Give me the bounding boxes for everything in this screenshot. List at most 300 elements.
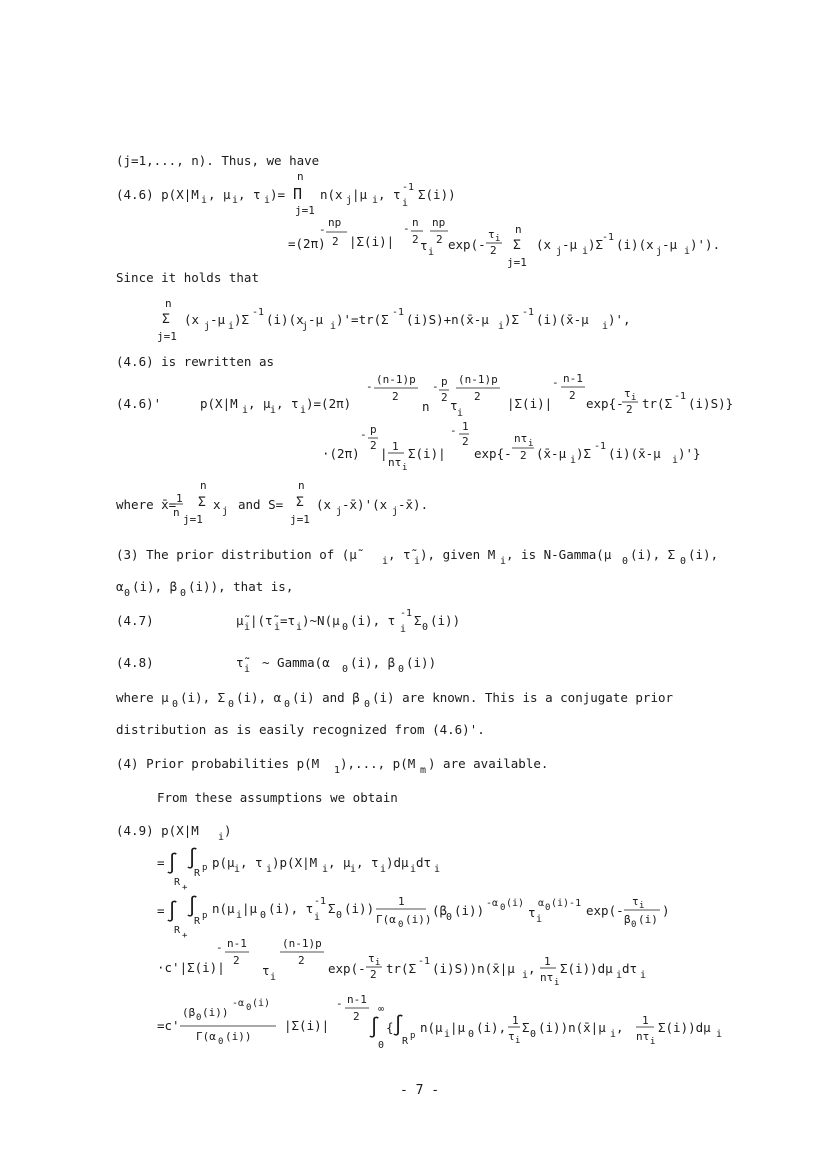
svg-text:i: i [244,622,251,633]
svg-text:i: i [495,234,501,244]
svg-text:-1: -1 [252,307,265,318]
svg-text:|Σ(i)|: |Σ(i)| [349,234,395,249]
svg-text:(i) are known. This is a conj: (i) are known. This is a conjugate prior [372,690,674,705]
svg-text:|μ: |μ [450,1020,466,1035]
svg-text:i: i [322,864,329,875]
svg-text:τ: τ [508,1030,515,1043]
svg-text:, τ: , τ [240,855,263,870]
svg-text:-: - [403,222,410,235]
svg-text:i: i [296,622,303,633]
svg-text:2: 2 [441,391,448,404]
svg-text:) are available.: ) are available. [428,756,549,771]
svg-text:(i))n(x̄|μ: (i))n(x̄|μ [538,1020,606,1035]
svg-text:-: - [450,424,457,437]
svg-text:|μ: |μ [352,187,368,202]
svg-text:(i), Σ: (i), Σ [630,547,676,562]
svg-text:p: p [410,1031,416,1041]
svg-text:(n-1)p: (n-1)p [376,373,416,386]
svg-text:(i)(x: (i)(x [266,312,304,327]
svg-text:)').: )'). [690,237,721,252]
svg-text:(i), τ: (i), τ [350,613,396,628]
svg-text:i: i [300,405,307,416]
svg-text:(i) and β: (i) and β [292,690,360,705]
svg-text:(i)S))n(x̄|μ: (i)S))n(x̄|μ [432,961,515,976]
svg-text:=c': =c' [157,1018,180,1033]
svg-text:2: 2 [520,449,527,462]
svg-text:1: 1 [398,895,405,908]
svg-text:)'=tr(Σ: )'=tr(Σ [336,312,389,327]
svg-text:n: n [165,297,172,310]
svg-text:0: 0 [622,556,629,567]
svg-text:Σ(i)|: Σ(i)| [408,446,446,461]
svg-text:-: - [336,997,343,1010]
equation-4-8 [116,655,436,675]
svg-text:∫: ∫ [166,899,179,923]
svg-text:-: - [552,376,559,389]
svg-text:∫: ∫ [186,894,199,918]
svg-text:=(2π): =(2π) [288,236,326,251]
assumption-4 [116,756,548,776]
svg-text:n: n [422,399,430,414]
svg-text:j: j [302,321,309,332]
svg-text:1: 1 [544,955,551,968]
svg-text:0: 0 [246,1003,252,1013]
svg-text:, μ: , μ [208,187,231,202]
svg-text:0: 0 [180,588,187,599]
svg-text:R: R [194,868,201,879]
svg-text:i: i [314,912,321,923]
svg-text:(i),: (i), [476,1020,507,1035]
svg-text:n(μ: n(μ [212,901,235,916]
svg-text:Γ(α: Γ(α [196,1030,216,1043]
svg-text:1: 1 [512,1014,519,1027]
svg-text:-μ: -μ [308,312,324,327]
svg-text:(i)): (i)) [405,913,432,926]
svg-text:(i)(x̄-μ: (i)(x̄-μ [608,446,661,461]
svg-text:i: i [410,864,417,875]
svg-text:j=1: j=1 [295,204,315,217]
svg-text:(i)(x: (i)(x [616,237,654,252]
paragraph-known [116,690,673,737]
svg-text:i: i [218,832,225,843]
svg-text:0: 0 [284,699,291,710]
svg-text:-: - [360,428,367,441]
svg-text:i: i [414,556,421,567]
svg-text:(i): (i) [252,998,271,1009]
svg-text:+: + [182,931,188,941]
svg-text:τ: τ [450,398,458,413]
svg-text:p(X|M: p(X|M [200,396,238,411]
svg-text:(i), β: (i), β [132,579,178,594]
svg-text:i: i [232,195,239,206]
svg-text:(4.6) p(X|M: (4.6) p(X|M [116,187,199,202]
svg-text:i: i [672,455,679,466]
svg-text:τ: τ [528,905,536,920]
svg-text:(i), τ: (i), τ [268,901,314,916]
equation-identity [157,297,631,343]
svg-text:n-1: n-1 [347,993,367,1006]
svg-text:): ) [224,823,232,838]
svg-text:i: i [602,321,609,332]
svg-text:(i), Σ: (i), Σ [180,690,226,705]
svg-text:, τ: , τ [356,855,379,870]
svg-text:j: j [392,506,399,517]
svg-text:0: 0 [342,664,349,675]
svg-text:i: i [444,1029,451,1040]
svg-text:0: 0 [172,699,179,710]
svg-text:=: = [157,903,165,918]
svg-text:(x: (x [184,312,200,327]
svg-text:(i)S)+n(x̄-μ: (i)S)+n(x̄-μ [406,312,489,327]
svg-text:i: i [434,864,441,875]
svg-text:i: i [201,195,208,206]
svg-text:Γ(α: Γ(α [376,913,396,926]
svg-text:(i)): (i)) [454,903,485,918]
svg-text:j=1: j=1 [183,513,203,526]
svg-text:i: i [274,622,281,633]
svg-text:0: 0 [124,588,131,599]
svg-text:nτ: nτ [636,1030,650,1043]
svg-text:0: 0 [545,903,551,913]
svg-text:R: R [174,925,181,936]
svg-text:i: i [498,321,505,332]
svg-text:i: i [716,1029,723,1040]
svg-text:0: 0 [378,1040,385,1051]
svg-text:)',: )', [608,312,631,327]
svg-text:where μ: where μ [116,690,169,705]
svg-text:j: j [222,506,229,517]
svg-text:n: n [412,216,419,229]
svg-text:, μ: , μ [328,855,351,870]
svg-text:Σ: Σ [296,495,304,510]
text-line: (j=1,..., n). Thus, we have [116,153,320,168]
svg-text:Σ(i)): Σ(i)) [418,187,456,202]
svg-text:tr(Σ: tr(Σ [642,396,673,411]
svg-text:)'}: )'} [678,446,701,461]
svg-text:i: i [570,455,577,466]
svg-text:(β: (β [182,1006,196,1019]
svg-text:,: , [616,1020,624,1035]
svg-text:(i)): (i)) [225,1030,252,1043]
svg-text:),..., p(M: ),..., p(M [340,756,416,771]
svg-text:np: np [432,216,446,229]
svg-text:(i)S)}: (i)S)} [688,396,734,411]
svg-text:(i): (i) [506,898,525,909]
svg-text:)Σ: )Σ [576,446,592,461]
svg-text:μ̃: μ̃ [236,613,244,628]
svg-text:(i), α: (i), α [236,690,282,705]
svg-text:exp(-: exp(- [448,237,486,252]
svg-text:i: i [457,408,464,419]
svg-text:nτ: nτ [514,432,528,445]
svg-text:Σ: Σ [513,238,521,253]
svg-text:R: R [174,877,181,888]
svg-text:dτ: dτ [622,961,638,976]
svg-text:i: i [640,970,647,981]
text-line: Since it holds that [116,270,259,285]
svg-text:np: np [328,216,342,229]
svg-text:distribution as is easily reco: distribution as is easily recognized from (4.6)'. [116,722,485,737]
svg-text:-x̄)'(x: -x̄)'(x [342,497,388,512]
svg-text:(i)): (i)) [406,655,437,670]
svg-text:nτ: nτ [540,971,554,984]
svg-text:i: i [242,405,249,416]
svg-text:n-1: n-1 [227,937,247,950]
svg-text:-α: -α [232,998,245,1009]
svg-text:-1: -1 [602,232,615,243]
svg-text:Σ: Σ [328,901,336,916]
svg-text:)dμ: )dμ [386,855,409,870]
svg-text:0: 0 [364,699,371,710]
svg-text:τ: τ [262,963,270,978]
svg-text:(i)): (i)) [202,1006,229,1019]
equation-4-9 [116,823,722,1051]
svg-text:τ: τ [624,387,631,400]
svg-text:-1: -1 [594,441,607,452]
svg-text:-: - [216,941,223,954]
svg-text:(i)-1: (i)-1 [551,898,582,909]
svg-text:(i)): (i)) [344,901,375,916]
svg-text:τ: τ [368,952,375,965]
svg-text:i: i [264,195,271,206]
svg-text:i: i [270,972,277,983]
svg-text:i: i [270,405,277,416]
svg-text:α: α [116,579,124,594]
svg-text:~ Gamma(α: ~ Gamma(α [262,655,330,670]
svg-text:j: j [656,246,663,257]
svg-text:-: - [366,380,373,393]
svg-text:i: i [402,198,409,209]
svg-text:i: i [639,901,645,911]
svg-text:i: i [266,864,273,875]
svg-text:0: 0 [398,920,404,930]
svg-text:2: 2 [490,244,497,257]
svg-text:i: i [402,463,408,473]
svg-text:dτ: dτ [416,855,432,870]
svg-text:-μ: -μ [210,312,226,327]
svg-text:(β: (β [432,903,448,918]
svg-text:0: 0 [680,556,687,567]
text-line: (4.6) is rewritten as [116,354,275,369]
svg-text:·(2π): ·(2π) [322,446,360,461]
svg-text:i: i [380,864,387,875]
svg-text:(4.8): (4.8) [116,655,154,670]
svg-text:2: 2 [392,390,399,403]
svg-text:0: 0 [398,664,405,675]
svg-text:∞: ∞ [378,1004,385,1015]
svg-text:(i), β: (i), β [350,655,396,670]
svg-text:): ) [662,903,670,918]
svg-text:p: p [370,423,377,436]
svg-text:i: i [631,393,637,403]
svg-text:j: j [204,321,211,332]
svg-text:τ̃: τ̃ [236,655,244,670]
svg-text:τ: τ [632,895,639,908]
page-number: - 7 - [400,1083,440,1098]
svg-text:2: 2 [298,954,305,967]
equation-4-6-prime [116,372,733,473]
svg-text:Π: Π [293,185,303,203]
svg-text:i: i [244,664,251,675]
svg-text:nτ: nτ [388,456,402,469]
svg-text:i: i [616,970,623,981]
svg-text:i: i [350,864,357,875]
svg-text:, is N-Gamma(μ: , is N-Gamma(μ [506,547,612,562]
svg-text:2: 2 [569,389,576,402]
svg-text:-α: -α [486,898,499,909]
svg-text:,: , [528,961,536,976]
svg-text:and S=: and S= [238,497,284,512]
svg-text:)Σ: )Σ [234,312,250,327]
svg-text:i: i [650,1037,656,1047]
svg-text:Σ: Σ [414,613,422,628]
svg-text:j=1: j=1 [507,256,527,269]
svg-text:), given M: ), given M [420,547,496,562]
svg-text:2: 2 [462,435,469,448]
svg-text:n: n [298,479,305,492]
svg-text:, τ: , τ [276,396,299,411]
svg-text:-μ: -μ [562,237,578,252]
svg-text:(4.7): (4.7) [116,613,154,628]
svg-text:0: 0 [530,1029,537,1040]
svg-text:-1: -1 [418,956,431,967]
svg-text:tr(Σ: tr(Σ [386,961,417,976]
svg-text:(x: (x [536,237,552,252]
svg-text:·c'|Σ(i)|: ·c'|Σ(i)| [157,960,225,975]
svg-text:n(x: n(x [320,187,343,202]
svg-text:(i)), that is,: (i)), that is, [188,579,294,594]
svg-text:p: p [202,863,208,873]
svg-text:|: | [380,446,388,461]
svg-text:|(τ̃: |(τ̃ [250,613,273,628]
svg-text:=τ: =τ [280,613,296,628]
svg-text:j: j [346,195,353,206]
svg-text:∫: ∫ [186,846,199,870]
svg-text:2: 2 [353,1010,360,1023]
svg-text:, τ: , τ [378,187,401,202]
svg-text:2: 2 [370,968,377,981]
svg-text:2: 2 [370,439,377,452]
svg-text:exp{-: exp{- [586,396,624,411]
svg-text:n(μ: n(μ [420,1020,443,1035]
svg-text:1: 1 [392,440,399,453]
svg-text:(i),: (i), [688,547,719,562]
svg-text:p(μ: p(μ [212,855,235,870]
svg-text:exp{-: exp{- [474,446,512,461]
svg-text:-1: -1 [400,608,413,619]
svg-text:i: i [522,970,529,981]
svg-text:2: 2 [626,403,633,416]
svg-text:i: i [582,246,589,257]
svg-text:exp(-: exp(- [328,961,366,976]
svg-text:Σ: Σ [162,312,170,327]
svg-text:τ: τ [488,228,495,241]
svg-text:)=: )= [270,187,286,202]
svg-text:(4) Prior probabilities p(M: (4) Prior probabilities p(M [116,756,320,771]
svg-text:1: 1 [642,1014,649,1027]
svg-text:0: 0 [218,1037,224,1047]
svg-text:j=1: j=1 [157,330,177,343]
svg-text:=: = [157,855,165,870]
svg-text:-1: -1 [392,307,405,318]
svg-text:2: 2 [332,235,339,248]
svg-text:(n-1)p: (n-1)p [458,373,498,386]
svg-text:|Σ(i)|: |Σ(i)| [507,396,553,411]
svg-text:i: i [528,439,534,449]
svg-text:i: i [228,321,235,332]
svg-text:0: 0 [422,622,429,633]
svg-text:i: i [500,556,507,567]
svg-text:n: n [173,506,180,519]
svg-text:j=1: j=1 [290,513,310,526]
svg-text:-μ: -μ [662,237,678,252]
svg-text:|μ: |μ [242,901,258,916]
svg-text:(x̄-μ: (x̄-μ [536,446,567,461]
svg-text:, μ: , μ [248,396,271,411]
svg-text:, τ̃: , τ̃ [388,547,411,562]
svg-text:m: m [420,765,427,776]
svg-text:2: 2 [233,954,240,967]
svg-text:i: i [515,1036,521,1046]
svg-text:0: 0 [342,622,349,633]
svg-text:n-1: n-1 [563,372,583,385]
svg-text:(x: (x [316,497,332,512]
svg-text:|Σ(i)|: |Σ(i)| [284,1018,330,1033]
svg-text:i: i [554,978,560,988]
definition-xbar-S [116,479,428,526]
svg-text:)~N(μ: )~N(μ [302,613,340,628]
svg-text:0: 0 [500,903,506,913]
svg-text:2: 2 [412,233,419,246]
svg-text:)=(2π): )=(2π) [306,396,352,411]
svg-text:α: α [538,898,545,909]
svg-text:p: p [202,911,208,921]
svg-text:Σ: Σ [198,495,206,510]
text-line: From these assumptions we obtain [157,790,398,805]
svg-text:0: 0 [336,910,343,921]
svg-text:(n-1)p: (n-1)p [282,937,322,950]
svg-text:1: 1 [334,765,341,776]
svg-text:(i)): (i)) [430,613,461,628]
svg-text:i: i [684,246,691,257]
svg-text:where x̄=: where x̄= [116,497,177,512]
svg-text:0: 0 [228,699,235,710]
svg-text:(4.9) p(X|M: (4.9) p(X|M [116,823,199,838]
svg-text:2: 2 [474,390,481,403]
svg-text:p: p [441,375,448,388]
svg-text:)Σ: )Σ [504,312,520,327]
svg-text:n: n [200,479,207,492]
assumption-3 [116,547,718,599]
svg-text:x: x [213,497,221,512]
svg-text:-1: -1 [314,896,327,907]
svg-text:1: 1 [176,492,183,505]
svg-text:i: i [236,910,243,921]
svg-text:j: j [336,506,343,517]
svg-text:i: i [372,195,379,206]
svg-text:R: R [402,1036,409,1047]
svg-text:0: 0 [196,1013,202,1023]
svg-text:exp(-: exp(- [586,903,624,918]
svg-text:(i): (i) [638,913,658,926]
svg-text:i: i [330,321,337,332]
svg-text:j: j [556,246,563,257]
svg-text:-1: -1 [522,307,535,318]
svg-text:+: + [182,883,188,893]
svg-text:i: i [234,864,241,875]
svg-text:∫: ∫ [368,1015,381,1039]
svg-text:, τ: , τ [238,187,261,202]
